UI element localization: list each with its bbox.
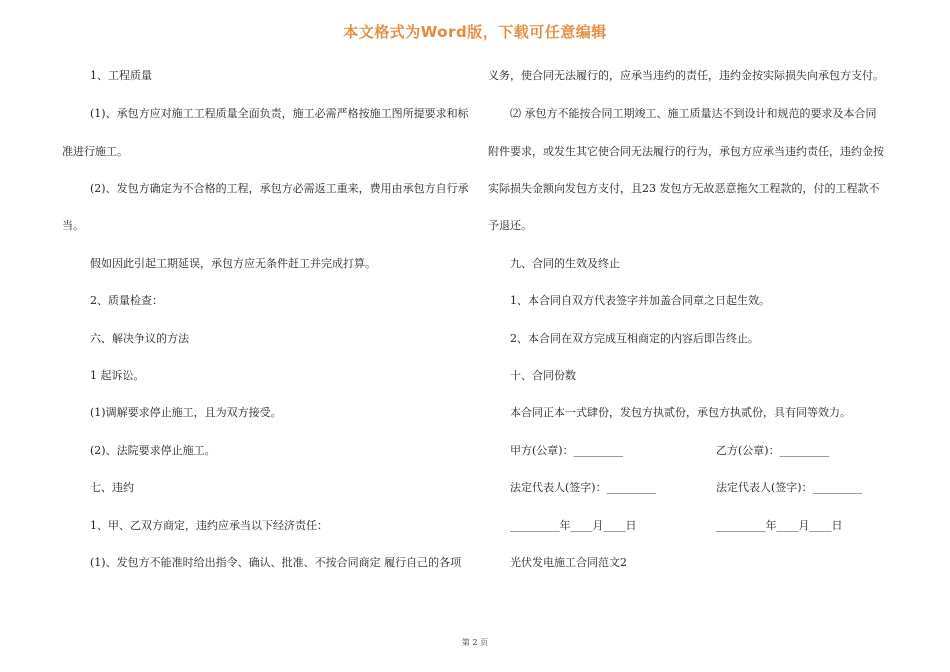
paragraph-line: 当。 xyxy=(62,219,84,232)
party-b-seal-field: 乙方(公章)：_________ xyxy=(716,444,830,457)
party-b-date-field: _________年____月____日 xyxy=(716,519,843,532)
paragraph-line: 准进行施工。 xyxy=(62,145,128,158)
page-number: 第 2 页 xyxy=(461,638,489,647)
download-banner: 本文格式为Word版，下载可任意编辑 xyxy=(343,23,607,41)
paragraph-line: (1)调解要求停止施工，且为双方接受。 xyxy=(90,406,282,419)
section-heading-copies: 十、合同份数 xyxy=(510,369,576,382)
paragraph-line: 附件要求，或发生其它使合同无法履行的行为，承包方应承当违约责任，违约金按 xyxy=(488,145,884,158)
paragraph-line: ⑵ 承包方不能按合同工期竣工、施工质量达不到设计和规范的要求及本合同 xyxy=(510,107,877,120)
paragraph-line: (1)、承包方应对施工工程质量全面负责，施工必需严格按施工图所提要求和标 xyxy=(90,107,469,120)
paragraph-line: (1)、发包方不能准时给出指令、确认、批准、不按合同商定 履行自己的各项 xyxy=(90,556,462,569)
paragraph-line: (2)、法院要求停止施工。 xyxy=(90,444,216,457)
section-heading-breach: 七、违约 xyxy=(90,481,134,494)
paragraph-line: 予退还。 xyxy=(488,219,532,232)
paragraph-line: 1、甲、乙双方商定，违约应承当以下经济责任： xyxy=(90,519,328,532)
party-a-representative-field: 法定代表人(签字)：_________ xyxy=(510,481,657,494)
paragraph-line: 假如因此引起工期延误，承包方应无条件赶工并完成打算。 xyxy=(90,257,376,270)
section-heading-inspection: 2、质量检查： xyxy=(90,294,163,307)
party-b-representative-field: 法定代表人(签字)：_________ xyxy=(716,481,863,494)
party-a-seal-field: 甲方(公章)：_________ xyxy=(510,444,624,457)
paragraph-line: 本合同正本一式肆份，发包方执贰份，承包方执贰份，具有同等效力。 xyxy=(510,406,851,419)
section-heading-effect: 九、合同的生效及终止 xyxy=(510,257,620,270)
paragraph-line: (2)、发包方确定为不合格的工程，承包方必需返工重来，费用由承包方自行承 xyxy=(90,182,469,195)
paragraph-line: 实际损失金额向发包方支付，且23 发包方无故恶意拖欠工程款的，付的工程款不 xyxy=(488,182,880,195)
paragraph-line: 义务，使合同无法履行的，应承当违约的责任，违约金按实际损失向承包方支付。 xyxy=(488,69,884,82)
paragraph-line: 1 起诉讼。 xyxy=(90,369,145,382)
section-heading-quality: 1、工程质量 xyxy=(90,69,152,82)
section-heading-disputes: 六、解决争议的方法 xyxy=(90,332,189,345)
paragraph-line: 2、本合同在双方完成互相商定的内容后即告终止。 xyxy=(510,332,759,345)
party-a-date-field: _________年____月____日 xyxy=(510,519,637,532)
paragraph-line: 1、本合同自双方代表签字并加盖合同章之日起生效。 xyxy=(510,294,770,307)
next-document-title: 光伏发电施工合同范文2 xyxy=(510,556,627,569)
